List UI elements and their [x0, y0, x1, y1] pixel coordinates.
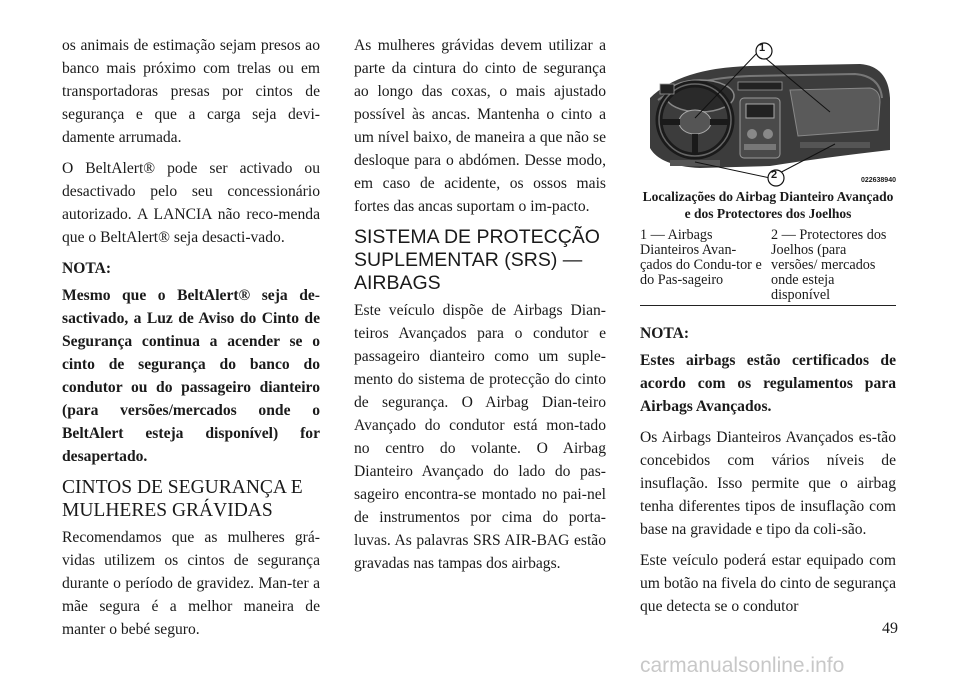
note-text: Estes airbags estão certificados de acordo com os regulamentos para Airbags Avançados.	[640, 352, 896, 415]
note-label: NOTA:	[62, 260, 112, 277]
paragraph: As mulheres grávidas devem utilizar a parte da cintura do cinto de segurança ao longo das coxas, o mais ajustado possível às ancas. Mantenha o cinto a um nível baixo, de maneira a que não se desloque para o abdómen. Desse modo, em caso de acidente, os ossos mais fortes das ancas suportam o im-pacto.	[354, 37, 606, 215]
figure-caption: Localizações do Airbag Dianteiro Avançado e dos Protectores dos Joelhos	[642, 189, 894, 221]
airbag-locations-figure	[640, 38, 896, 188]
paragraph: O BeltAlert® pode ser activado ou desactivado pelo seu concessionário autorizado. A LANCIA não reco-menda que o BeltAlert® seja desacti-vado.	[62, 160, 320, 246]
figure-legend	[640, 228, 896, 306]
section-heading-seatbelts-pregnancy: CINTOS DE SEGURANÇA E MULHERES GRÁVIDAS	[62, 477, 303, 521]
paragraph: Os Airbags Dianteiros Avançados es-tão concebidos com vários níveis de insuflação. Isso permite que o airbag tenha diferentes tipos de insuflação com base na gravidade e tipo da coli-são.	[640, 429, 896, 538]
legend-item-1: 1 — Airbags Dianteiros Avan-çados do Condu-tor e do Pas-sageiro	[640, 227, 762, 288]
note-text: Mesmo que o BeltAlert® seja de-sactivado, a Luz de Aviso do Cinto de Segurança continua a acender se o cinto de segurança do banco do condutor ou do passageiro dianteiro (para versões/mercados onde o BeltAlert esteja disponível) for desapertado.	[62, 287, 320, 465]
paragraph: Este veículo dispõe de Airbags Dian-teiros Avançados para o condutor e passageiro dianteiro como um suple-mento do sistema de protecção do cinto de segurança. O Airbag Dian-teiro Avançado do condutor está mon-tado no centro do volante. O Airbag Dianteiro Avançado do lado do pas-sageiro encontra-se montado no pai-nel de instrumentos por cima do porta-luvas. As palavras SRS AIR-BAG estão gravadas nas tampas dos airbags.	[354, 302, 606, 572]
column-left	[62, 34, 320, 649]
section-heading-srs-airbags: SISTEMA DE PROTECÇÃO SUPLEMENTAR (SRS) — AIRBAGS	[354, 226, 600, 294]
callout-1: 1	[759, 42, 766, 54]
watermark: carmanualsonline.info	[640, 654, 845, 677]
note-label: NOTA:	[640, 325, 690, 342]
figure-code: 022638940	[860, 177, 896, 184]
column-right	[640, 34, 896, 626]
column-middle	[354, 34, 606, 583]
paragraph: os animais de estimação sejam presos ao banco mais próximo com trelas ou em transportadoras presas por cintos de segurança e que a carga seja devi-damente arrumada.	[62, 37, 320, 146]
dashboard-illustration	[640, 38, 896, 188]
paragraph: Este veículo poderá estar equipado com um botão na fivela do cinto de segurança que detecta se o condutor	[640, 552, 896, 615]
paragraph: Recomendamos que as mulheres grá-vidas utilizem os cintos de segurança durante o período de gravidez. Man-ter a mãe segura é a melhor maneira de manter o bebé seguro.	[62, 529, 320, 638]
callout-2: 2	[771, 169, 778, 181]
legend-item-2: 2 — Protectores dos Joelhos (para versões/ mercados onde esteja disponível	[771, 227, 887, 303]
page-number: 49	[882, 620, 898, 637]
